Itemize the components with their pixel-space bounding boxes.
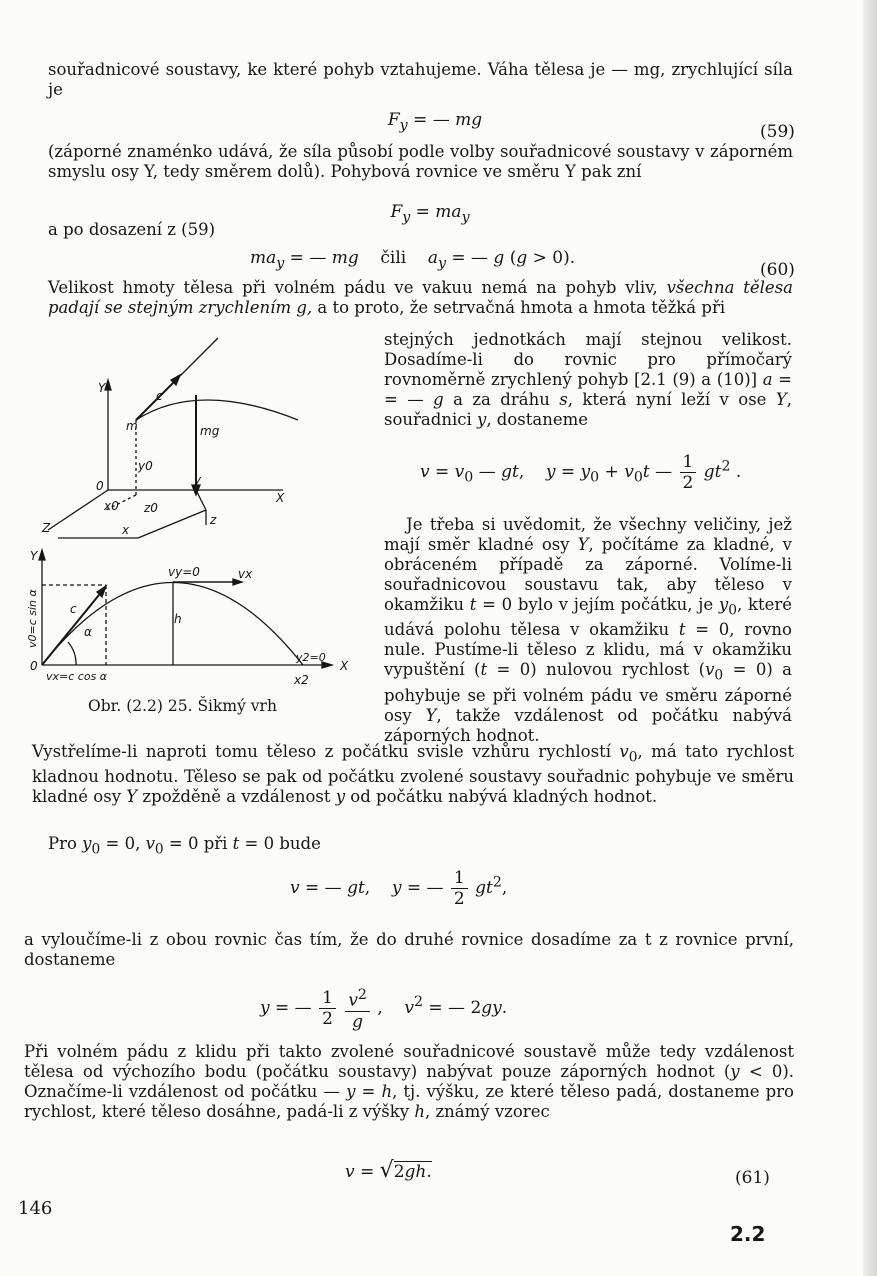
equation-61: v = √2gh. [345, 1158, 432, 1183]
equation-free-fall: v = — gt, y = — $\frac{1}{2}$ $gt^2$, [290, 868, 508, 909]
equation-60-number: (60) [760, 260, 795, 280]
paragraph-8: Při volném pádu z klidu při takto zvolené souřadnicové soustavě může tedy vzdálenost tělesa od výchozího bodu (počátku soustavy) nabývat pouze záporných hodnot (y < 0). Označíme-li vzdálenost od počátku — y = h, tj. výšku, ze které těleso padá, dostaneme pro rychlost, které těleso dosáhne, padá-li z výšky h, známý vzorec [24, 1042, 795, 1121]
paragraph-5-tail: Vystřelíme-li naproti tomu těleso z počátku svisle vzhůru rychlostí $v_0$, má tato rychlost kladnou hodnotu. Těleso se pak od počátku zvolené soustavy souřadnic pohybuje ve směru kladné osy Y zpožděně a vzdálenost y od počátku nabývá kladných hodnot. [32, 742, 794, 807]
fig-label: Y [30, 549, 38, 563]
paragraph-7: a vyloučíme-li z obou rovnic čas tím, že do druhé rovnice dosadíme za t z rovnice první, dostaneme [24, 930, 794, 969]
fig-label: y2=0 [296, 651, 326, 664]
fig-label: c [70, 602, 77, 616]
fig-label: y0 [138, 459, 153, 473]
fig-label: vx [238, 567, 253, 581]
fig-label: Y [98, 381, 106, 395]
axis-y-upper-arrow [105, 380, 111, 390]
paragraph-4-lead: Velikost hmoty tělesa při volném pádu ve vakuu nemá na pohyb vliv, všechna tělesa padají se stejným zrychlením g, a to proto, že setrvačná hmota a hmota těžká při [48, 278, 793, 317]
fig-label: α [84, 625, 92, 639]
fig-label: m [126, 419, 138, 433]
equation-61-number: (61) [735, 1168, 770, 1188]
paragraph-6: Pro $y_0 = 0$, $v_0 = 0$ při t = 0 bude [48, 834, 321, 858]
plane-edge-a [196, 490, 206, 510]
paragraph-1: souřadnicové soustavy, ke které pohyb vztahujeme. Váha tělesa je — mg, zrychlující síla je [48, 60, 793, 99]
section-label: 2.2 [730, 1222, 766, 1246]
fig-label: z [210, 513, 217, 527]
fig-label: 0 [30, 659, 38, 673]
fig-label: X [340, 659, 349, 673]
equation-59: $F_y$ = — mg [387, 110, 483, 134]
fig-label: Z [42, 521, 51, 535]
fig-label: v0=c sin α [26, 589, 39, 648]
fig-label: vx=c cos α [46, 670, 108, 683]
fig-label: vy=0 [168, 565, 200, 579]
figure-caption: Obr. (2.2) 25. Šikmý vrh [88, 697, 277, 715]
paragraph-3: a po dosazení z (59) [48, 220, 216, 239]
oblique-throw-figure [28, 330, 378, 730]
equation-60: $ma_y$ = — mg čili $a_y$ = — g (g > 0). [250, 248, 576, 272]
fig-label: mg [200, 424, 220, 438]
page-edge-shadow [863, 0, 877, 1276]
equation-motion: $v = v_0$ — gt, $y = y_0 + v_0t$ — $\frac{1}{2}$ $gt^2$ . [420, 452, 742, 493]
paragraph-5-column: Je třeba si uvědomit, že všechny veličiny, jež mají směr kladné osy Y, počítáme za kladné, v obráceném případě za záporné. Volíme-li souřadnicovou soustavu tak, aby těleso v okamžiku t = 0 bylo v jejím počátku, je $y_0$, které udává polohu tělesa v okamžiku t = 0, rovno nule. Pustíme-li těleso z klidu, má v okamžiku vypuštění (t = 0) nulovou rychlost $(v_0 = 0)$ a pohybuje se při volném pádu ve směru záporné osy Y, takže vzdálenost od počátku nabývá záporných hodnot. [384, 515, 793, 745]
paragraph-4-column: stejných jednotkách mají stejnou velikost. Dosadíme-li do rovnic pro přímočarý rovnoměrně zrychlený pohyb [2.1 (9) a (10)] a = = — g a za dráhu s, která nyní leží v ose Y, souřadnici y, dostaneme [384, 330, 792, 429]
fig-label: y [194, 473, 202, 487]
alpha-arc [68, 642, 76, 665]
fig-label: z0 [144, 501, 158, 515]
paragraph-2: (záporné znaménko udává, že síla působí podle volby souřadnicové soustavy v záporném smyslu osy Y, tedy směrem dolů). Pohybová rovnice ve směru Y pak zní [48, 142, 793, 181]
fig-label: x2 [294, 673, 309, 687]
fig-label: x [122, 523, 130, 537]
equation-59-number: (59) [760, 122, 795, 142]
trajectory-upper [136, 400, 298, 420]
fig-label: 0 [96, 479, 104, 493]
fig-label: c [156, 389, 163, 403]
axis-y-lower-arrow [39, 550, 45, 560]
axis-z-upper [48, 490, 108, 530]
fig-label: x0 [104, 499, 119, 513]
fig-label: X [276, 491, 285, 505]
page-number: 146 [18, 1198, 53, 1219]
equation-elimination: y = — $\frac{1}{2}$ $\frac{v^2}{g}$ , $v^2$ = — 2gy. [260, 987, 508, 1032]
equation-newton: $F_y = ma_y$ [390, 202, 470, 226]
fig-label: h [174, 612, 182, 626]
